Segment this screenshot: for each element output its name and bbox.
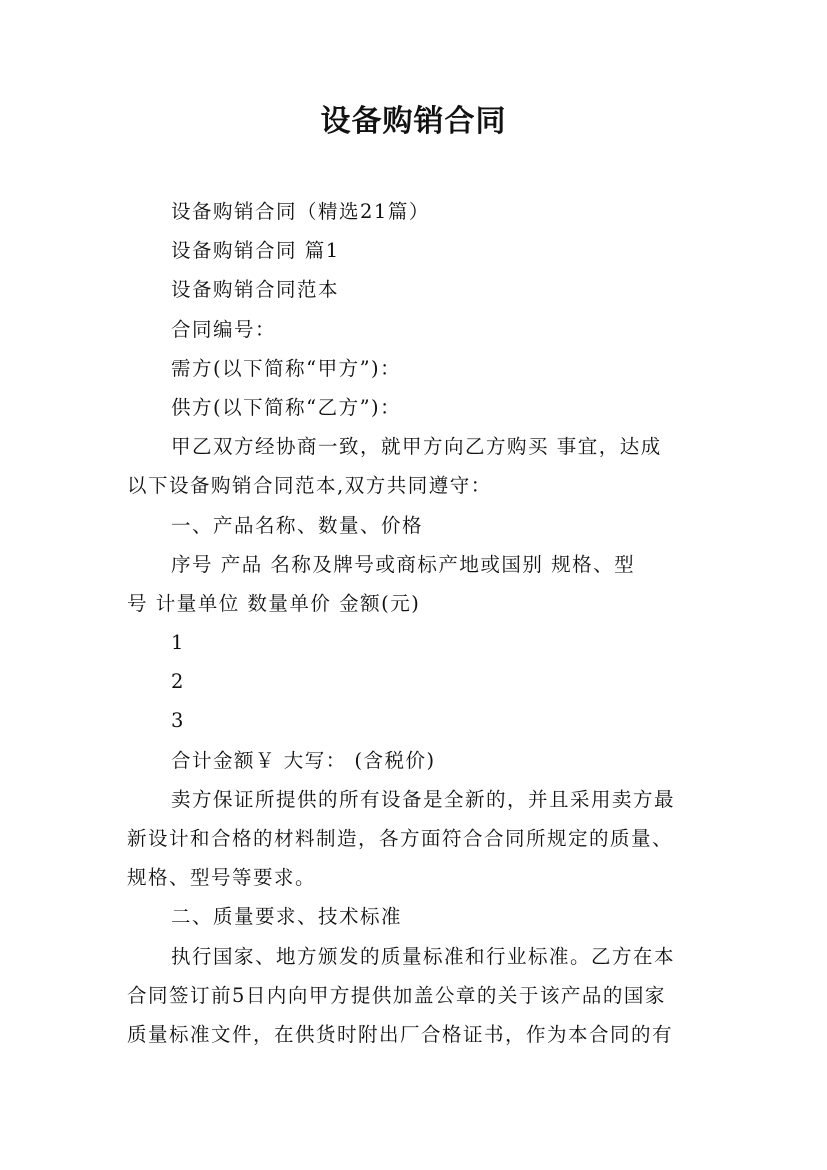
total-line: 合计金额￥ 大写： (含税价) [171,748,436,772]
table-row: 2 [171,670,185,694]
paragraph-line: 设备购销合同 篇1 [171,239,340,263]
paragraph-line: 设备购销合同（精选21篇） [171,200,430,223]
table-row: 1 [171,631,185,655]
table-row: 3 [171,709,185,733]
section-heading: 二、质量要求、技术标准 [171,905,403,929]
document-title: 设备购销合同 [320,104,507,139]
paragraph-line: 卖方保证所提供的所有设备是全新的，并且采用卖方最 [171,787,676,811]
paragraph-line: 新设计和合格的材料制造，各方面符合合同所规定的质量、 [127,827,674,850]
paragraph-line: 合同编号： [171,317,277,341]
paragraph-line: 设备购销合同范本 [171,278,340,302]
paragraph-line: 规格、型号等要求。 [127,866,317,890]
paragraph-line: 执行国家、地方颁发的质量标准和行业标准。乙方在本 [171,944,676,968]
paragraph-line: 供方(以下简称“乙方”)： [171,395,402,419]
section-heading: 一、产品名称、数量、价格 [171,513,424,537]
paragraph-line: 需方(以下简称“甲方”)： [171,356,402,380]
paragraph-line: 合同签订前5日内向甲方提供加盖公章的关于该产品的国家 [127,983,666,1007]
document-body [127,192,717,1054]
paragraph-line: 质量标准文件，在供货时附出厂合格证书，作为本合同的有 [127,1022,674,1046]
paragraph-line: 以下设备购销合同范本,双方共同遵守： [127,474,492,498]
table-header-line: 序号 产品 名称及牌号或商标产地或国别 规格、型 [171,552,636,576]
table-header-line: 号 计量单位 数量单价 金额(元) [127,591,421,615]
paragraph-line: 甲乙双方经协商一致，就甲方向乙方购买 事宜，达成 [171,435,662,459]
